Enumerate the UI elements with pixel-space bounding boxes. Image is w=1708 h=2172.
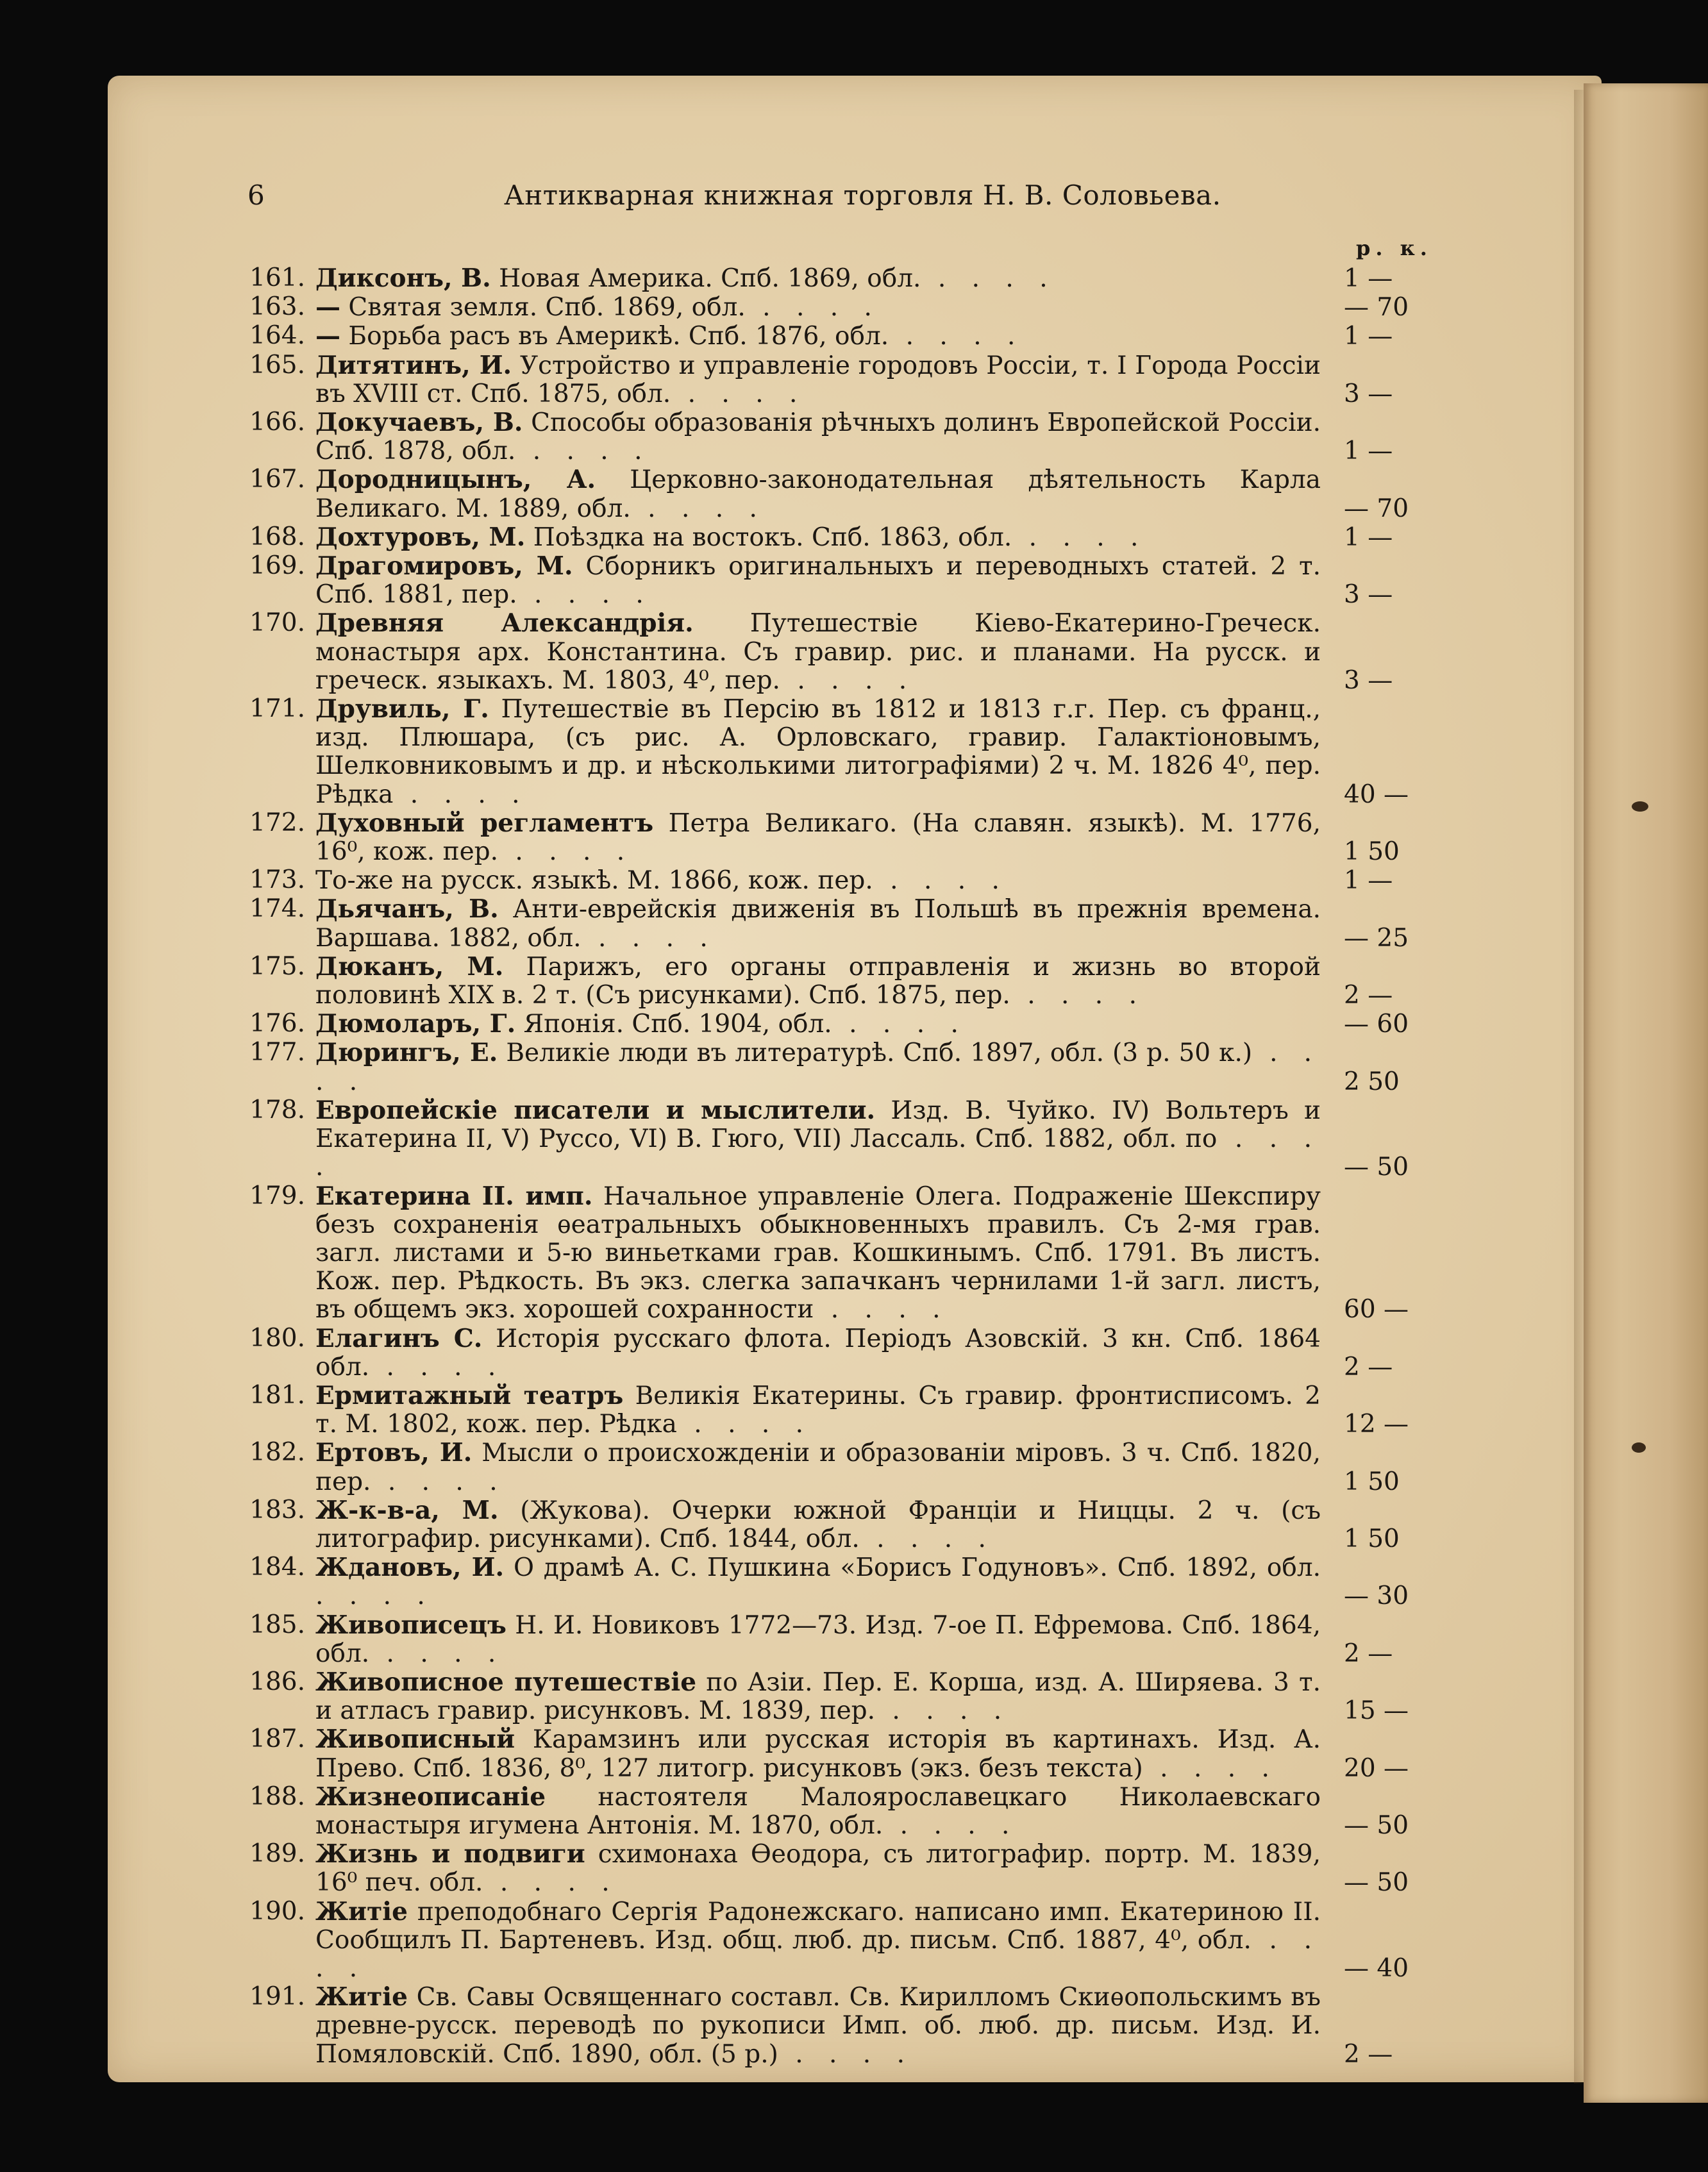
entry-price: — 40 bbox=[1344, 1953, 1409, 1983]
catalogue-entry bbox=[247, 609, 1440, 695]
running-title: Антикварная книжная торговля Н. В. Соловьева. bbox=[504, 180, 1221, 211]
entry-description: по Азіи. Пер. Е. Корша, изд. А. Ширяева. 3 т. и атласъ гравир. рисунковъ. М. 1839, пер. bbox=[315, 1667, 1321, 1726]
entry-text bbox=[315, 1840, 1481, 1897]
entry-text bbox=[315, 1096, 1481, 1182]
entry-number: 185. bbox=[249, 1610, 305, 1639]
entry-description: Св. Савы Освященнаго составл. Св. Кирилломъ Скиѳопольскимъ въ древне-русск. переводѣ по рукописи Имп. об. люб. др. письм. Изд. И. Помяловскій. Спб. 1890, обл. (5 р.) bbox=[315, 1983, 1321, 2069]
catalogue-entry bbox=[247, 1840, 1440, 1897]
entry-author: Друвиль, Г. bbox=[315, 694, 489, 724]
entry-number: 161. bbox=[249, 263, 305, 292]
entry-description: Начальное управленіе Олега. Подраженіе Шекспиру безъ сохраненія ѳеатральныхъ обыкновенныхъ правилъ. Съ 2-мя грав. загл. листами и 5-ю виньетками грав. Кошкинымъ. Спб. 1791. Въ листъ. Кож. пер. Рѣдкость. Въ экз. слегка запачканъ чернилами 1-й загл. листъ, въ общемъ экз. хорошей сохранности bbox=[315, 1182, 1321, 1324]
leader-dots: . . . . bbox=[814, 1295, 950, 1324]
entry-number: 190. bbox=[249, 1896, 305, 1926]
entry-text bbox=[315, 1783, 1481, 1840]
leader-dots: . . . . bbox=[371, 1467, 507, 1496]
entry-author: — bbox=[315, 292, 340, 322]
entry-description: Сборникъ оригинальныхъ и переводныхъ статей. 2 т. Спб. 1881, пер. bbox=[315, 552, 1321, 610]
entry-number: 182. bbox=[249, 1438, 305, 1467]
entry-number: 175. bbox=[249, 951, 305, 981]
catalogue-entry bbox=[247, 1039, 1440, 1096]
entry-price: 2 — bbox=[1344, 981, 1393, 1010]
entry-description: Анти-еврейскія движенія въ Польшѣ въ прежнія времена. Варшава. 1882, обл. bbox=[315, 895, 1321, 953]
catalogue-entry bbox=[247, 465, 1440, 522]
entry-description: Японія. Спб. 1904, обл. bbox=[523, 1010, 832, 1039]
entry-number: 181. bbox=[249, 1380, 305, 1410]
entry-number: 178. bbox=[249, 1095, 305, 1124]
entry-text bbox=[315, 408, 1481, 465]
entry-author: Ертовъ, И. bbox=[315, 1438, 473, 1468]
catalogue-entry bbox=[247, 523, 1440, 552]
catalogue-entry bbox=[247, 1182, 1440, 1324]
entry-description: Устройство и управленіе городовъ Россіи, т. I Города Россіи въ XVIII ст. Спб. 1875, обл. bbox=[315, 351, 1321, 408]
catalogue-entry bbox=[247, 895, 1440, 952]
entry-price: 1 50 bbox=[1344, 1467, 1400, 1496]
entry-description: Путешествіе Кіево-Екатерино-Греческ. монастыря арх. Константина. Съ гравир. рис. и планами. На русск. и греческ. языкахъ. М. 1803, 4⁰, пер. bbox=[315, 609, 1321, 695]
catalogue-entry bbox=[247, 1783, 1440, 1840]
entry-price: 40 — bbox=[1344, 780, 1409, 809]
entry-text bbox=[315, 1324, 1481, 1382]
entry-number: 183. bbox=[249, 1495, 305, 1525]
entry-description: Карамзинъ или русская исторія въ картинахъ. Изд. А. Прево. Спб. 1836, 8⁰, 127 литогр. рисунковъ (экз. безъ текста) bbox=[315, 1725, 1321, 1783]
entry-author: Житіе bbox=[315, 1896, 408, 1926]
entry-number: 172. bbox=[249, 808, 305, 837]
entry-text bbox=[315, 1182, 1481, 1324]
entry-author: Жизнеописаніе bbox=[315, 1782, 546, 1812]
entry-number: 173. bbox=[249, 865, 305, 895]
entry-author: Драгомировъ, М. bbox=[315, 551, 573, 581]
catalogue-entry bbox=[247, 408, 1440, 465]
entry-number: 165. bbox=[249, 350, 305, 380]
leader-dots: . . . . bbox=[671, 379, 807, 408]
entry-author: Дородницынъ, А. bbox=[315, 465, 596, 495]
entry-number: 189. bbox=[249, 1839, 305, 1869]
entry-author: Дитятинъ, И. bbox=[315, 350, 512, 380]
entry-text bbox=[315, 1382, 1481, 1439]
entry-number: 177. bbox=[249, 1038, 305, 1067]
entry-price: 1 — bbox=[1344, 522, 1393, 552]
leader-dots: . . . . bbox=[873, 866, 1009, 896]
page-fold bbox=[1574, 90, 1584, 2084]
entry-description: Великія Екатерины. Съ гравир. фронтисписомъ. 2 т. М. 1802, кож. пер. Рѣдка bbox=[315, 1381, 1321, 1439]
catalogue-entry bbox=[247, 1096, 1440, 1182]
entry-description: Новая Америка. Спб. 1869, обл. bbox=[499, 264, 921, 293]
entry-description: Святая земля. Спб. 1869, обл. bbox=[348, 293, 746, 322]
entry-description: преподобнаго Сергія Радонежскаго. написано имп. Екатериною II. Сообщилъ П. Бартеневъ. Изд. общ. люб. др. письм. Спб. 1887, 4⁰, обл. bbox=[315, 1897, 1321, 1955]
entry-number: 168. bbox=[249, 522, 305, 551]
entry-text bbox=[315, 895, 1481, 952]
entry-text bbox=[315, 1725, 1481, 1782]
entry-text bbox=[315, 322, 1481, 351]
leader-dots: . . . . bbox=[921, 264, 1057, 293]
catalogue-entry bbox=[247, 1010, 1440, 1039]
entry-number: 188. bbox=[249, 1782, 305, 1811]
entry-price: — 70 bbox=[1344, 494, 1409, 523]
catalogue-entry bbox=[247, 1725, 1440, 1782]
catalogue-entry bbox=[247, 1898, 1440, 1984]
entry-text bbox=[315, 1611, 1481, 1668]
entry-price: 3 — bbox=[1344, 580, 1393, 610]
entry-number: 191. bbox=[249, 1982, 305, 2012]
catalogue-entry bbox=[247, 1439, 1440, 1496]
entry-number: 170. bbox=[249, 608, 305, 638]
entry-number: 187. bbox=[249, 1725, 305, 1754]
catalogue-entries bbox=[247, 264, 1440, 2069]
entry-price: 15 — bbox=[1344, 1696, 1409, 1726]
entry-author: Древняя Александрія. bbox=[315, 608, 694, 639]
catalogue-entry bbox=[247, 322, 1440, 351]
entry-description: Парижъ, его органы отправленія и жизнь во второй половинѣ XIX в. 2 т. (Съ рисунками). Спб. 1875, пер. bbox=[315, 952, 1321, 1010]
catalogue-entry bbox=[247, 264, 1440, 293]
leader-dots: . . . . bbox=[393, 780, 529, 809]
leader-dots: . . . . bbox=[889, 322, 1025, 351]
entry-price: — 50 bbox=[1344, 1810, 1409, 1840]
catalogue-entry bbox=[247, 1382, 1440, 1439]
catalogue-entry bbox=[247, 1611, 1440, 1668]
paper-blemish bbox=[1632, 801, 1648, 812]
entry-description: схимонаха Ѳеодора, съ литографир. портр. М. 1839, 16⁰ печ. обл. bbox=[315, 1840, 1321, 1898]
entry-author: Елагинъ С. bbox=[315, 1323, 483, 1353]
entry-author: Дюмоларъ, Г. bbox=[315, 1009, 516, 1039]
entry-price: — 60 bbox=[1344, 1010, 1409, 1039]
entry-author: Житіе bbox=[315, 1982, 408, 2012]
entry-description: Путешествіе въ Персію въ 1812 и 1813 г.г. Пер. съ франц., изд. Плюшара, (съ рис. А. Орловскаго, гравир. Галактіоновымъ, Шелковниковымъ и др. и нѣсколькими литографіями) 2 ч. М. 1826 4⁰, пер. Рѣдка bbox=[315, 695, 1321, 809]
entry-text bbox=[315, 552, 1481, 609]
entry-author: Докучаевъ, В. bbox=[315, 408, 523, 438]
entry-author: Ждановъ, И. bbox=[315, 1553, 505, 1583]
entry-description: Церковно-законодательная дѣятельность Карла Великаго. М. 1889, обл. bbox=[315, 465, 1321, 523]
price-column-header: р. к. bbox=[1356, 236, 1432, 260]
entry-price: 2 — bbox=[1344, 1352, 1393, 1382]
entry-price: 1 — bbox=[1344, 264, 1393, 293]
entry-number: 163. bbox=[249, 292, 305, 322]
entry-description: То-же на русск. языкѣ. М. 1866, кож. пер. bbox=[315, 866, 873, 896]
entry-text bbox=[315, 465, 1481, 522]
entry-text bbox=[315, 809, 1481, 866]
entry-author: Диксонъ, В. bbox=[315, 263, 491, 293]
leader-dots: . . . . bbox=[315, 1124, 1321, 1182]
leader-dots: . . . . bbox=[883, 1810, 1019, 1840]
entry-description: Способы образованія рѣчныхъ долинъ Европейской Россіи. Спб. 1878, обл. bbox=[315, 408, 1321, 466]
leader-dots: . . . . bbox=[676, 1410, 813, 1439]
entry-author: Европейскіе писатели и мыслители. bbox=[315, 1095, 876, 1125]
entry-text bbox=[315, 1898, 1481, 1984]
entry-author: — bbox=[315, 321, 340, 351]
entry-text bbox=[315, 695, 1481, 809]
entry-description: О драмѣ А. С. Пушкина «Борисъ Годуновъ». Спб. 1892, обл. bbox=[514, 1553, 1321, 1583]
entry-number: 169. bbox=[249, 551, 305, 581]
entry-text bbox=[315, 1496, 1481, 1553]
entry-description: Борьба расъ въ Америкѣ. Спб. 1876, обл. bbox=[348, 322, 889, 351]
entry-text bbox=[315, 293, 1481, 322]
entry-price: 1 — bbox=[1344, 437, 1393, 466]
leader-dots: . . . . bbox=[315, 1039, 1321, 1096]
leader-dots: . . . . bbox=[1143, 1753, 1278, 1783]
entry-description: настоятеля Малоярославецкаго Николаевскаго монастыря игумена Антонія. М. 1870, обл. bbox=[315, 1782, 1321, 1840]
entry-price: — 30 bbox=[1344, 1582, 1409, 1611]
entry-price: — 25 bbox=[1344, 923, 1409, 953]
leader-dots: . . . . bbox=[1010, 981, 1146, 1010]
catalogue-entry bbox=[247, 1496, 1440, 1553]
entry-author: Дюканъ, М. bbox=[315, 951, 504, 982]
page-number: 6 bbox=[247, 180, 265, 211]
entry-text bbox=[315, 1668, 1481, 1725]
catalogue-entry bbox=[247, 1983, 1440, 2069]
entry-author: Дохтуровъ, М. bbox=[315, 522, 526, 552]
leader-dots: . . . . bbox=[517, 580, 653, 610]
entry-description: Мысли о происхожденіи и образованіи міровъ. 3 ч. Спб. 1820, пер. bbox=[315, 1439, 1321, 1496]
entry-author: Екатерина II. имп. bbox=[315, 1181, 593, 1211]
entry-number: 180. bbox=[249, 1323, 305, 1353]
leader-dots: . . . . bbox=[875, 1696, 1011, 1726]
entry-author: Живописецъ bbox=[315, 1610, 507, 1640]
entry-price: 2 50 bbox=[1344, 1067, 1400, 1096]
leader-dots: . . . . bbox=[369, 1639, 505, 1668]
catalogue-entry bbox=[247, 809, 1440, 866]
catalogue-entry bbox=[247, 866, 1440, 895]
entry-text bbox=[315, 1039, 1481, 1096]
entry-price: 1 50 bbox=[1344, 837, 1400, 867]
catalogue-entry bbox=[247, 351, 1440, 408]
entry-text bbox=[315, 609, 1481, 695]
entry-price: 3 — bbox=[1344, 665, 1393, 695]
entry-price: — 70 bbox=[1344, 293, 1409, 322]
entry-text bbox=[315, 953, 1481, 1010]
entry-price: 20 — bbox=[1344, 1753, 1409, 1783]
entry-author: Жизнь и подвиги bbox=[315, 1839, 585, 1869]
entry-price: 2 — bbox=[1344, 1639, 1393, 1668]
entry-text bbox=[315, 1010, 1481, 1039]
entry-author: Дьячанъ, В. bbox=[315, 894, 499, 924]
leader-dots: . . . . bbox=[483, 1868, 619, 1898]
leader-dots: . . . . bbox=[581, 923, 717, 953]
catalogue-entry bbox=[247, 953, 1440, 1010]
paper-blemish bbox=[1632, 1442, 1646, 1453]
entry-author: Ж-к-в-а, М. bbox=[315, 1495, 499, 1525]
leader-dots: . . . . bbox=[498, 837, 634, 867]
catalogue-entry bbox=[247, 1553, 1440, 1610]
entry-text bbox=[315, 264, 1481, 293]
entry-price: — 50 bbox=[1344, 1153, 1409, 1182]
facing-page-edge bbox=[1584, 83, 1708, 2103]
entry-description: Исторія русскаго флота. Періодъ Азовскій. 3 кн. Спб. 1864 обл. bbox=[315, 1324, 1321, 1382]
entry-description: Петра Великаго. (На славян. языкѣ). М. 1776, 16⁰, кож. пер. bbox=[315, 808, 1321, 867]
entry-price: 12 — bbox=[1344, 1410, 1409, 1439]
entry-text bbox=[315, 351, 1481, 408]
entry-number: 164. bbox=[249, 321, 305, 351]
entry-text bbox=[315, 1983, 1481, 2069]
entry-description: Великіе люди въ литературѣ. Спб. 1897, обл. (3 р. 50 к.) bbox=[506, 1039, 1253, 1068]
catalogue-entry bbox=[247, 1324, 1440, 1382]
leader-dots: . . . . bbox=[315, 1925, 1321, 1983]
leader-dots: . . . . bbox=[315, 1582, 434, 1611]
entry-description: (Жукова). Очерки южной Франціи и Ниццы. 2 ч. (съ литографир. рисунками). Спб. 1844, обл. bbox=[315, 1496, 1321, 1553]
leader-dots: . . . . bbox=[1012, 522, 1148, 552]
catalogue-entry bbox=[247, 293, 1440, 322]
entry-price: 2 — bbox=[1344, 2039, 1393, 2069]
entry-number: 167. bbox=[249, 465, 305, 494]
entry-number: 179. bbox=[249, 1181, 305, 1210]
leader-dots: . . . . bbox=[369, 1352, 505, 1382]
entry-text bbox=[315, 1553, 1481, 1610]
entry-author: Дюрингъ, Е. bbox=[315, 1038, 498, 1068]
leader-dots: . . . . bbox=[630, 494, 766, 523]
entry-author: Ермитажный театръ bbox=[315, 1380, 624, 1410]
entry-author: Духовный регламентъ bbox=[315, 808, 654, 838]
leader-dots: . . . . bbox=[745, 293, 881, 322]
leader-dots: . . . . bbox=[515, 437, 651, 466]
entry-text bbox=[315, 866, 1481, 895]
page-header bbox=[247, 180, 1363, 224]
entry-text bbox=[315, 1439, 1481, 1496]
entry-number: 176. bbox=[249, 1009, 305, 1039]
entry-price: 1 — bbox=[1344, 322, 1393, 351]
catalogue-entry bbox=[247, 1668, 1440, 1725]
leader-dots: . . . . bbox=[778, 2039, 914, 2069]
catalogue-entry bbox=[247, 552, 1440, 609]
entry-description: Н. И. Новиковъ 1772—73. Изд. 7-ое П. Ефремова. Спб. 1864, обл. bbox=[315, 1610, 1321, 1668]
entry-number: 184. bbox=[249, 1553, 305, 1582]
entry-text bbox=[315, 523, 1481, 552]
entry-author: Живописный bbox=[315, 1725, 515, 1755]
entry-number: 166. bbox=[249, 408, 305, 437]
leader-dots: . . . . bbox=[780, 665, 916, 695]
entry-description: Поѣздка на востокъ. Спб. 1863, обл. bbox=[533, 522, 1012, 552]
entry-price: 3 — bbox=[1344, 379, 1393, 408]
entry-author: Живописное путешествіе bbox=[315, 1667, 697, 1697]
leader-dots: . . . . bbox=[832, 1010, 967, 1039]
entry-description: Изд. В. Чуйко. IV) Вольтеръ и Екатерина II, V) Руссо, VI) В. Гюго, VII) Лассаль. Спб. 1882, обл. по bbox=[315, 1096, 1321, 1154]
entry-price: 1 50 bbox=[1344, 1524, 1400, 1553]
entry-price: — 50 bbox=[1344, 1868, 1409, 1898]
entry-number: 174. bbox=[249, 894, 305, 924]
entry-number: 171. bbox=[249, 694, 305, 724]
entry-price: 1 — bbox=[1344, 866, 1393, 896]
catalogue-entry bbox=[247, 695, 1440, 809]
entry-number: 186. bbox=[249, 1667, 305, 1696]
entry-price: 60 — bbox=[1344, 1295, 1409, 1324]
leader-dots: . . . . bbox=[859, 1524, 995, 1553]
